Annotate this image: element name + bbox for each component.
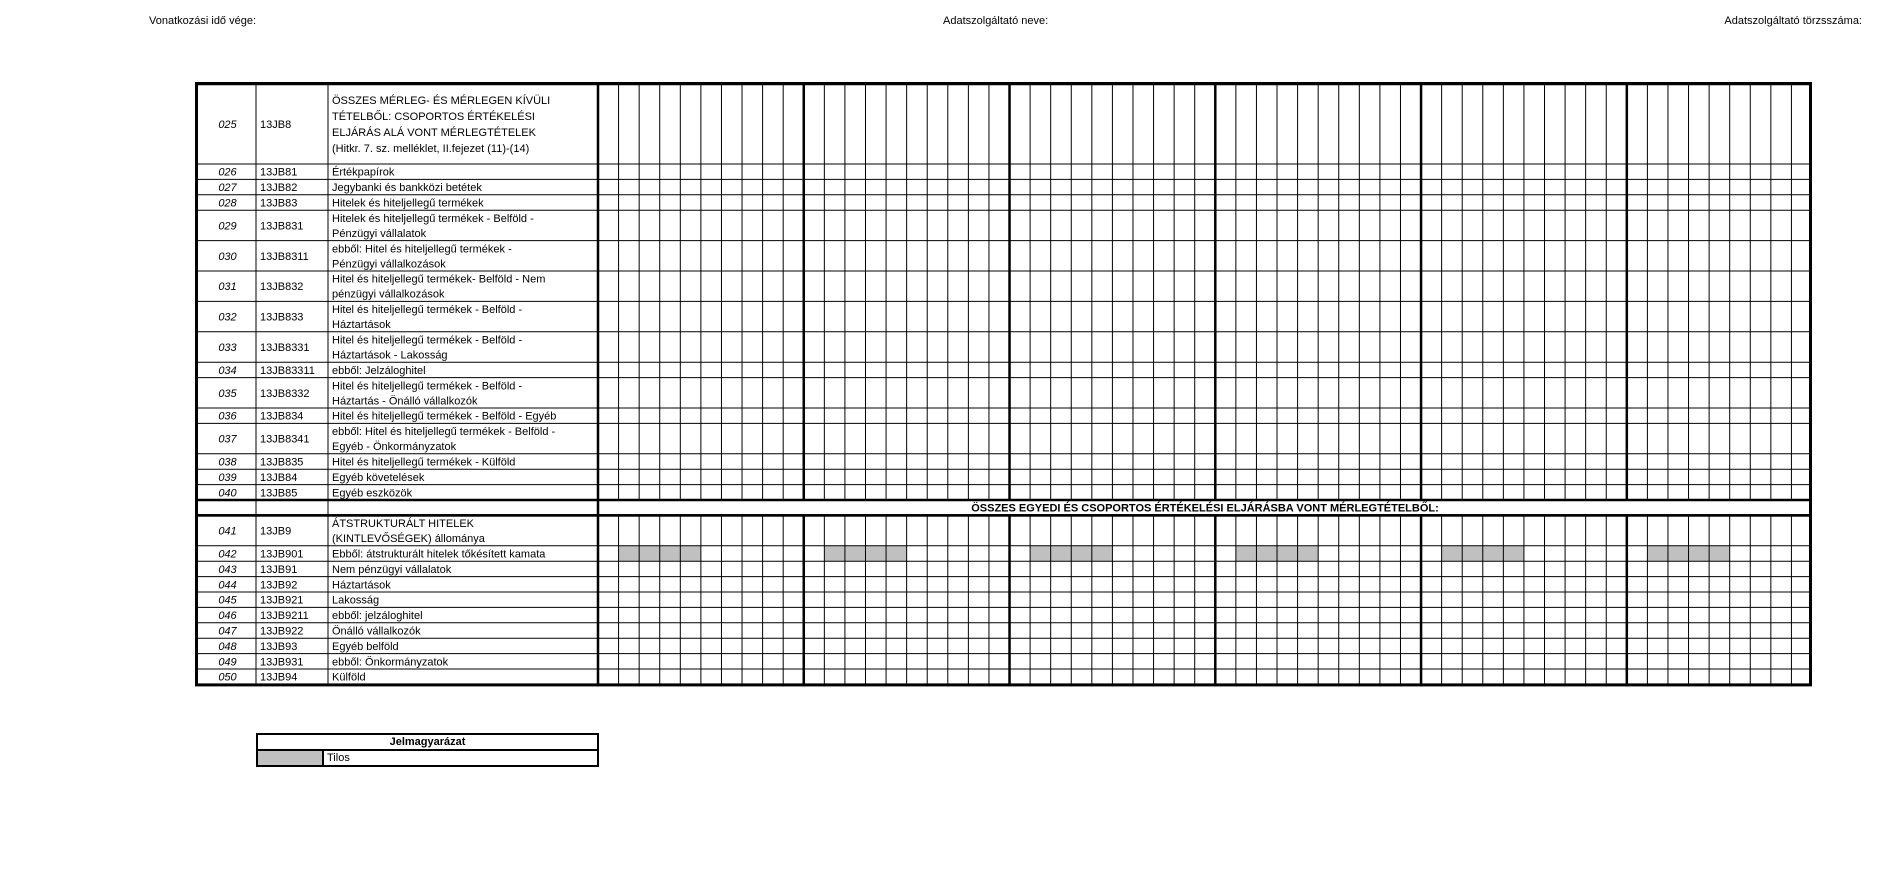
row-code: 13JB832 xyxy=(260,281,304,294)
row-code: 13JB94 xyxy=(260,671,298,684)
row-description: Jegybanki és bankközi betétek xyxy=(332,182,482,195)
row-code: 13JB8 xyxy=(260,119,292,131)
row-description: Háztartások xyxy=(332,319,391,332)
row-number: 039 xyxy=(218,471,237,484)
row-number: 042 xyxy=(218,548,237,561)
row-code: 13JB922 xyxy=(260,625,304,638)
row-number: 050 xyxy=(218,671,237,684)
row-description: Háztartás - Önálló vállalkozók xyxy=(332,395,478,408)
row-description: Háztartások - Lakosság xyxy=(332,349,448,362)
row-code: 13JB9 xyxy=(260,525,292,538)
legend-label: Tilos xyxy=(323,750,598,766)
row-code: 13JB85 xyxy=(260,487,298,500)
row-number: 049 xyxy=(218,656,237,669)
provider-name-label: Adatszolgáltató neve: xyxy=(943,15,1049,27)
row-code: 13JB83311 xyxy=(260,364,315,377)
row-number: 029 xyxy=(218,220,237,233)
row-number: 028 xyxy=(218,197,237,210)
row-number: 026 xyxy=(218,166,237,179)
row-description: pénzügyi vállalkozások xyxy=(332,288,445,301)
row-description: Ebből: átstrukturált hitelek tőkésített kamata xyxy=(332,548,546,561)
row-number: 036 xyxy=(218,410,237,423)
row-description: Hitel és hiteljellegű termékek - Belföld - Egyéb xyxy=(332,410,557,423)
row-description: Hitelek és hiteljellegű termékek xyxy=(332,197,484,210)
row-description: ebből: Hitel és hiteljellegű termékek - xyxy=(332,243,512,256)
row-code: 13JB91 xyxy=(260,563,298,576)
row-code: 13JB92 xyxy=(260,579,298,592)
row-description: Hitel és hiteljellegű termékek - Belföld - xyxy=(332,334,523,347)
row-description: TÉTELBŐL: CSOPORTOS ÉRTÉKELÉSI xyxy=(332,111,535,123)
row-code: 13JB901 xyxy=(260,548,304,561)
row-code: 13JB8341 xyxy=(260,433,310,446)
row-description: Egyéb követelések xyxy=(332,471,425,484)
row-description: Nem pénzügyi vállalatok xyxy=(332,563,452,576)
legend-item xyxy=(257,750,598,766)
row-code: 13JB84 xyxy=(260,471,298,484)
row-code: 13JB81 xyxy=(260,166,298,179)
row-number: 032 xyxy=(218,311,237,324)
row-description: Pénzügyi vállalkozások xyxy=(332,258,446,271)
row-number: 044 xyxy=(218,579,237,592)
row-description: Egyéb belföld xyxy=(332,640,399,653)
row-description: ebből: Hitel és hiteljellegű termékek - Belföld - xyxy=(332,426,556,439)
row-code: 13JB82 xyxy=(260,182,298,195)
row-number: 034 xyxy=(218,364,237,377)
row-code: 13JB831 xyxy=(260,220,304,233)
row-description: Külföld xyxy=(332,671,366,684)
period-end-label: Vonatkozási idő vége: xyxy=(149,15,257,27)
row-description: Önálló vállalkozók xyxy=(332,625,421,638)
row-description: (Hitkr. 7. sz. melléklet, II.fejezet (11)-(14) xyxy=(332,143,530,155)
row-number: 040 xyxy=(218,487,237,500)
row-code: 13JB9211 xyxy=(260,610,309,623)
row-number: 031 xyxy=(218,281,237,294)
data-table-grid xyxy=(195,82,1812,702)
row-code: 13JB833 xyxy=(260,311,304,324)
row-number: 047 xyxy=(218,625,237,638)
row-description: ÁTSTRUKTURÁLT HITELEK xyxy=(332,518,475,531)
row-number: 033 xyxy=(218,342,237,354)
row-description: ebből: Jelzáloghitel xyxy=(332,364,426,377)
provider-id-label: Adatszolgáltató törzsszáma: xyxy=(1724,15,1862,27)
row-number: 030 xyxy=(218,250,237,263)
legend xyxy=(256,733,599,767)
row-code: 13JB834 xyxy=(260,410,304,423)
row-number: 041 xyxy=(218,525,237,538)
row-number: 048 xyxy=(218,640,237,653)
row-description: Pénzügyi vállalatok xyxy=(332,227,427,240)
row-code: 13JB8332 xyxy=(260,387,310,400)
row-code: 13JB921 xyxy=(260,594,304,607)
row-number: 038 xyxy=(218,456,237,469)
row-description: Hitel és hiteljellegű termékek- Belföld - Nem xyxy=(332,273,546,286)
row-description: Lakosság xyxy=(332,594,380,607)
legend-title: Jelmagyarázat xyxy=(257,734,598,750)
row-description: Egyéb eszközök xyxy=(332,487,413,500)
row-description: Hitelek és hiteljellegű termékek - Belföld - xyxy=(332,212,534,225)
row-description: Értékpapírok xyxy=(332,166,395,179)
row-description: ÖSSZES MÉRLEG- ÉS MÉRLEGEN KÍVÜLI xyxy=(332,95,551,107)
data-table xyxy=(195,82,1812,702)
row-description: Egyéb - Önkormányzatok xyxy=(332,441,457,454)
row-description: Hitel és hiteljellegű termékek - Belföld - xyxy=(332,304,523,317)
row-description: Hitel és hiteljellegű termékek - Belföld - xyxy=(332,380,523,393)
row-description: ebből: jelzáloghitel xyxy=(332,610,423,623)
row-number: 037 xyxy=(218,433,237,446)
row-number: 027 xyxy=(218,182,237,195)
row-description: Hitel és hiteljellegű termékek - Külföld xyxy=(332,456,516,469)
row-number: 043 xyxy=(218,563,237,576)
row-code: 13JB8311 xyxy=(260,250,309,263)
row-code: 13JB8331 xyxy=(260,342,310,354)
row-description: ELJÁRÁS ALÁ VONT MÉRLEGTÉTELEK xyxy=(332,127,536,139)
row-code: 13JB835 xyxy=(260,456,304,469)
row-number: 046 xyxy=(218,610,237,623)
row-description: ebből: Önkormányzatok xyxy=(332,656,449,669)
row-number: 045 xyxy=(218,594,237,607)
row-description: Háztartások xyxy=(332,579,391,592)
section-header-text: ÖSSZES EGYEDI ÉS CSOPORTOS ÉRTÉKELÉSI ELJÁRÁSBA VONT MÉRLEGTÉTELBŐL: xyxy=(971,502,1439,515)
row-number: 035 xyxy=(218,387,237,400)
row-description: (KINTLEVŐSÉGEK) állománya xyxy=(332,533,485,546)
row-code: 13JB931 xyxy=(260,656,304,669)
legend-swatch xyxy=(257,750,323,766)
row-code: 13JB83 xyxy=(260,197,298,210)
row-code: 13JB93 xyxy=(260,640,298,653)
row-number: 025 xyxy=(218,119,237,131)
